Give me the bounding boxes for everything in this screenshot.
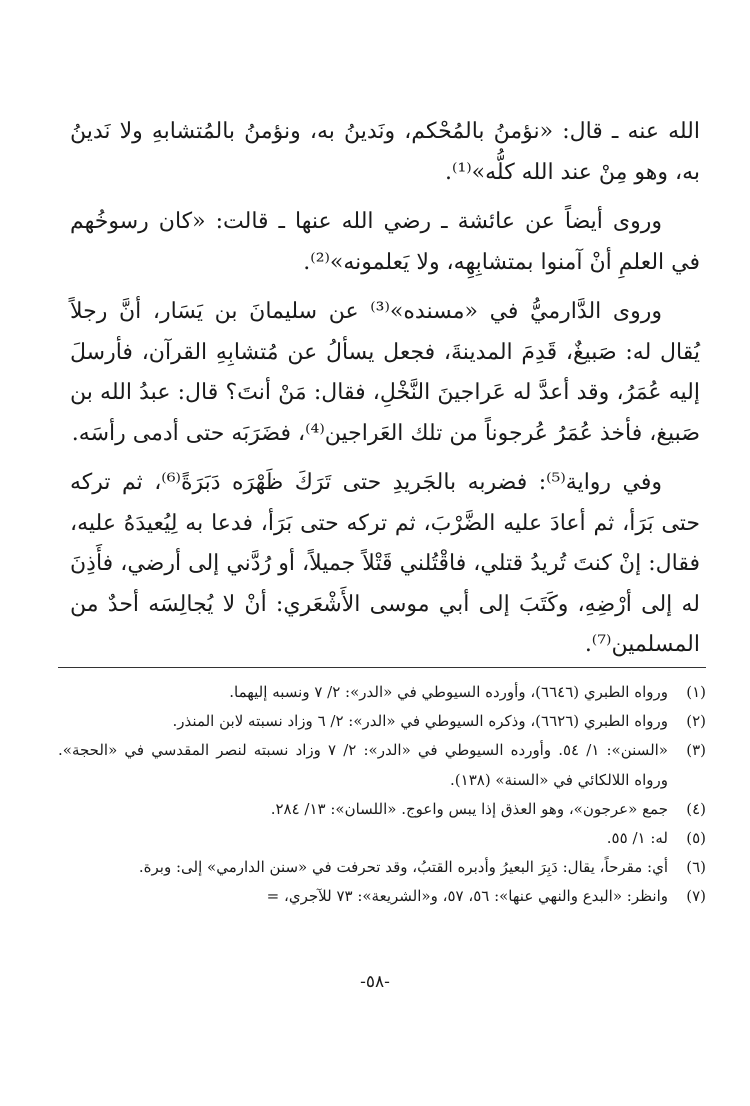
footnote-number: (٣): [686, 741, 706, 760]
footnote-separator: [58, 667, 706, 668]
footnote-text: جمع «عرجون»، وهو العذق إذا يبس واعوج. «اللسان»: ١٣/ ٢٨٤.: [270, 799, 668, 818]
footnote-number: (٢): [686, 712, 706, 731]
footnote-item: [58, 736, 706, 794]
footnote-text: ورواه الطبري (٦٦٤٦)، وأورده السيوطي في «الدر»: ٢/ ٧ ونسبه إليهما.: [229, 683, 668, 701]
footnote-item: [58, 882, 706, 911]
page-number: -٥٨-: [360, 972, 390, 992]
footnote-item: [58, 824, 706, 853]
footnote-number: (٧): [686, 887, 706, 906]
footnote-item: [58, 707, 706, 736]
footnote-item: [58, 678, 706, 707]
footnote-text: له: ١/ ٥٥.: [606, 829, 668, 848]
footnote-text: ورواه الطبري (٦٦٢٦)، وذكره السيوطي في «الدر»: ٢/ ٦ وزاد نسبته لابن المنذر.: [172, 712, 668, 731]
footnotes: [58, 678, 706, 912]
footnote-number: (٦): [686, 858, 706, 877]
footnote-text: وانظر: «البدع والنهي عنها»: ٥٦، ٥٧، و«الشريعة»: ٧٣ للآجري، =: [266, 887, 668, 906]
footnote-number: (٤): [686, 799, 706, 818]
footnote-number: (٥): [686, 829, 706, 848]
footnote-item: [58, 853, 706, 882]
footnote-text: «السنن»: ١/ ٥٤. وأورده السيوطي في «الدر»: ٢/ ٧ وزاد نسبته لنصر المقدسي في «الحجة». ورواه اللالكائي في «السنة» (١٣٨).: [58, 741, 668, 789]
footnote-number: (١): [686, 683, 706, 701]
paragraph: وروى أيضاً عن عائشة ـ رضي الله عنها ـ قالت: «كان رسوخُهم في العلمِ أنْ آمنوا بمتشابِهِه، ولا يَعلمونه»⁽²⁾.: [70, 209, 700, 275]
main-text: [70, 112, 700, 666]
paragraph: الله عنه ـ قال: «نؤمنُ بالمُحْكم، ونَدينُ به، ونؤمنُ بالمُتشابهِ ولا نَدينُ به، وهو مِنْ عند الله كلُّه»⁽¹⁾.: [70, 119, 700, 185]
footnote-item: [58, 795, 706, 824]
paragraph: وفي رواية⁽⁵⁾: فضربه بالجَريدِ حتى تَرَكَ ظَهْرَه دَبَرَةً⁽⁶⁾، ثم تركه حتى بَرَأ، ثم أعادَ عليه الضَّرْبَ، ثم تركه حتى بَرَأ، فدعا به لِيُعيدَهُ عليه، فقال: إنْ كنتَ تُريدُ قتلي، فاقْتُلني قَتْلاً جميلاً، أو رُدَّني إلى أرضي، فأَذِنَ له إلى أرْضِهِ، وكَتَبَ إلى أبي موسى الأَشْعَري: أنْ لا يُجالِسَه أحدٌ من المسلمين⁽⁷⁾.: [70, 470, 701, 657]
paragraph: وروى الدَّارميُّ في «مسنده»⁽³⁾ عن سليمانَ بن يَسَار، أنَّ رجلاً يُقال له: صَبيغٌ، قَدِمَ المدينةَ، فجعل يسألُ عن مُتشابِهِ القرآن، فأرسلَ إليه عُمَرُ، وقد أعدَّ له عَراجينَ النَّخْلِ، فقال: مَنْ أنتَ؟ قال: عبدُ الله بن صَبيغ، فأخذ عُمَرُ عُرجوناً من تلك العَراجين⁽⁴⁾، فضَرَبَه حتى أدمى رأسَه.: [70, 299, 700, 446]
footnote-text: أي: مقرحاً، يقال: دَبِرَ البعيرُ وأدبره القتبُ، وقد تحرفت في «سنن الدارمي» إلى: وبرة.: [138, 858, 668, 877]
